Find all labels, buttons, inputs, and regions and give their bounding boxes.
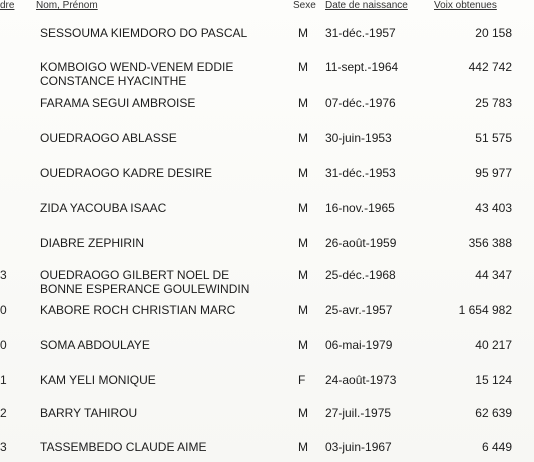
candidate-name [40, 96, 195, 110]
candidate-name [40, 440, 206, 454]
candidate-birthdate: 07-déc.-1976 [325, 96, 396, 110]
header-date-naissance: Date de naissance [325, 0, 408, 11]
candidate-name [40, 373, 156, 387]
candidate-birthdate: 27-juil.-1975 [325, 406, 392, 420]
candidate-name-line: KABORE ROCH CHRISTIAN MARC [40, 303, 236, 317]
candidate-birthdate: 31-déc.-1957 [325, 26, 396, 40]
candidate-name [40, 201, 166, 215]
candidate-votes: 1 654 982 [458, 303, 512, 317]
candidate-birthdate: 30-juin-1953 [325, 131, 392, 145]
candidate-name-line: CONSTANCE HYACINTHE [40, 74, 187, 88]
candidate-votes: 442 742 [468, 60, 512, 74]
candidate-name-line: FARAMA SEGUI AMBROISE [40, 96, 196, 110]
row-number: 2 [0, 406, 7, 420]
header-voix-obtenues: Voix obtenues [434, 0, 497, 11]
candidate-votes: 62 639 [475, 406, 512, 420]
candidate-name [40, 268, 249, 296]
candidate-name [40, 303, 235, 317]
candidate-sexe: M [298, 440, 308, 454]
candidate-votes: 25 783 [475, 96, 512, 110]
candidate-votes: 356 388 [468, 236, 512, 250]
candidate-votes: 6 449 [481, 440, 512, 454]
candidate-sexe: M [298, 268, 308, 282]
candidate-sexe: M [298, 406, 308, 420]
candidate-birthdate: 16-nov.-1965 [325, 201, 395, 215]
candidate-sexe: M [298, 166, 308, 180]
candidate-name-line: KAM YELI MONIQUE [40, 373, 156, 387]
header-sexe: Sexe [293, 0, 316, 11]
candidate-name [40, 26, 247, 40]
candidate-name [40, 338, 150, 352]
candidate-name-line: SOMA ABDOULAYE [40, 338, 150, 352]
candidate-birthdate: 25-avr.-1957 [325, 303, 393, 317]
candidate-name-line: TASSEMBEDO CLAUDE AIME [40, 440, 207, 454]
candidate-birthdate: 26-août-1959 [325, 236, 397, 250]
candidate-votes: 95 977 [475, 166, 512, 180]
candidate-votes: 40 217 [475, 338, 512, 352]
candidate-birthdate: 03-juin-1967 [325, 440, 392, 454]
candidate-birthdate: 31-déc.-1953 [325, 166, 396, 180]
candidate-name [40, 236, 144, 250]
candidate-sexe: M [298, 131, 308, 145]
candidate-sexe: M [298, 60, 308, 74]
row-number: 0 [0, 338, 7, 352]
row-number: 3 [0, 440, 7, 454]
candidate-name [40, 406, 137, 420]
candidate-sexe: F [298, 373, 306, 387]
header-ordre: dre [0, 0, 15, 11]
candidate-name-line: OUEDRAOGO KADRE DESIRE [40, 166, 213, 180]
candidate-name-line: OUEDRAOGO ABLASSE [40, 131, 177, 145]
candidate-votes: 43 403 [475, 201, 512, 215]
candidate-name-line: OUEDRAOGO GILBERT NOEL DE [40, 268, 230, 282]
candidate-sexe: M [298, 26, 308, 40]
candidate-birthdate: 25-déc.-1968 [325, 268, 396, 282]
header-nom-prenom: Nom, Prénom [36, 0, 98, 11]
candidate-name-line: BONNE ESPERANCE GOULEWINDIN [40, 282, 250, 296]
candidate-name-line: BARRY TAHIROU [40, 406, 138, 420]
row-number: 3 [0, 268, 7, 282]
candidate-votes: 44 347 [475, 268, 512, 282]
candidate-name-line: DIABRE ZEPHIRIN [40, 236, 145, 250]
candidate-sexe: M [298, 96, 308, 110]
candidate-name [40, 131, 177, 145]
row-number: 1 [0, 373, 7, 387]
candidate-birthdate: 11-sept.-1964 [325, 60, 399, 74]
candidate-name [40, 60, 233, 88]
candidate-name-line: SESSOUMA KIEMDORO DO PASCAL [40, 26, 248, 40]
candidate-birthdate: 06-mai-1979 [325, 338, 393, 352]
candidate-birthdate: 24-août-1973 [325, 373, 397, 387]
candidate-sexe: M [298, 303, 308, 317]
candidate-name-line: KOMBOIGO WEND-VENEM EDDIE [40, 60, 234, 74]
candidate-votes: 51 575 [475, 131, 512, 145]
candidate-name-line: ZIDA YACOUBA ISAAC [40, 201, 167, 215]
candidate-votes: 20 158 [475, 26, 512, 40]
candidate-sexe: M [298, 338, 308, 352]
candidate-name [40, 166, 212, 180]
row-number: 0 [0, 303, 7, 317]
candidate-sexe: M [298, 236, 308, 250]
candidate-votes: 15 124 [475, 373, 512, 387]
candidate-sexe: M [298, 201, 308, 215]
